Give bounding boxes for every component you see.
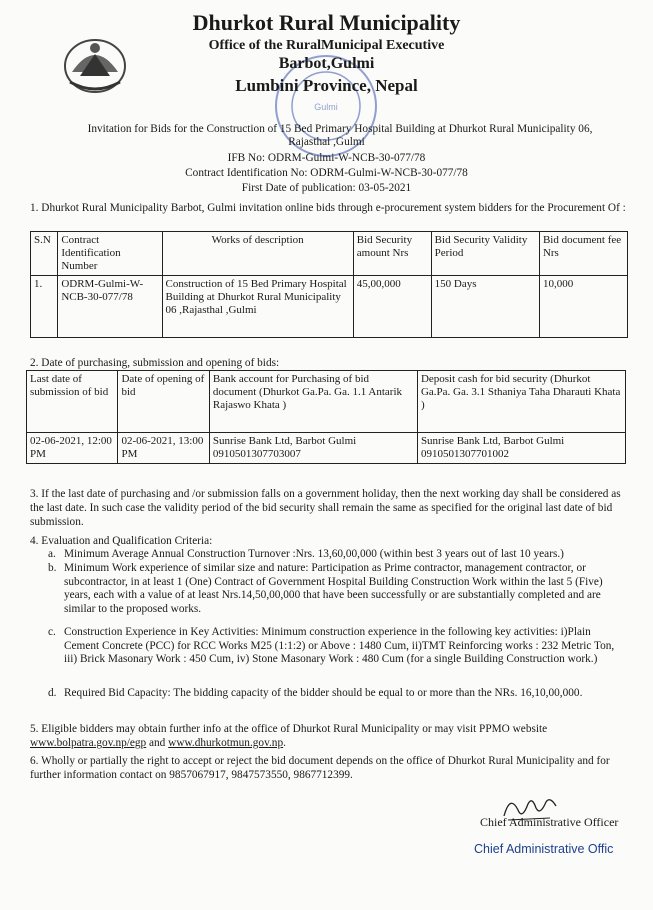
- criteria-a-text: Minimum Average Annual Construction Turnover :Nrs. 13,60,00,000 (within best 3 years out of last 10 years.): [64, 548, 564, 560]
- section-5-text: 5. Eligible bidders may obtain further info at the office of Dhurkot Rural Municipality or may visit PPMO website: [30, 723, 548, 735]
- link-dhurkotmun[interactable]: www.dhurkotmun.gov.np: [168, 737, 284, 749]
- col-works: Works of description: [162, 232, 353, 276]
- table-row: [31, 276, 628, 338]
- section-5: [30, 722, 630, 750]
- criteria-c-text: Construction Experience in Key Activities: Minimum construction experience in the following key activities: i)Plain Cement Concrete (PCC) for RCC Works M25 (1:1:2) or Above : 1480 Cum, ii)TMT Reinforcing works : 232 Metric Ton, iii) Brick Masonary Work : 450 Cum, iv) Stone Masonary Work : 480 Cum (for a single Building Construction work.): [64, 626, 615, 665]
- col-bid-security: Bid Security amount Nrs: [353, 232, 431, 276]
- criteria-d-label: d.: [48, 687, 57, 699]
- table-row: [27, 433, 626, 464]
- cell-bid-security: 45,00,000: [353, 276, 431, 338]
- ifb-number: IFB No: ODRM-Gulmi-W-NCB-30-077/78: [227, 152, 426, 164]
- cell-last-date: 02-06-2021, 12:00 PM: [27, 433, 118, 464]
- publication-date: First Date of publication: 03-05-2021: [241, 182, 412, 194]
- section-3-text: 3. If the last date of purchasing and /or submission falls on a government holiday, then the next working day shall be considered as the last date. In such case the validity period of the bid security shall remain the same as specified for the original last date of bid submission.: [30, 488, 621, 528]
- col-sn: S.N: [31, 232, 58, 276]
- col-doc-fee: Bid document fee Nrs: [539, 232, 627, 276]
- criteria-d-text: Required Bid Capacity: The bidding capacity of the bidder should be equal to or more than the NRs. 16,10,00,000.: [64, 687, 583, 699]
- col-contract-id: Contract Identification Number: [58, 232, 162, 276]
- section-5-end: .: [283, 737, 286, 749]
- procurement-table: [30, 231, 628, 338]
- col-validity: Bid Security Validity Period: [431, 232, 539, 276]
- criteria-d: [48, 687, 628, 701]
- cell-sn: 1.: [31, 276, 58, 338]
- criteria-b-text: Minimum Work experience of similar size and nature: Participation as Prime contractor, management contractor, or subcontractor, in at least 1 (One) Contract of Government Hospital Building Construction Work within the last 5 (Five) years, each with a value of at least Nrs.14,50,00,000 that have been successfully or are substantially completed and are similar to the proposed works.: [64, 562, 603, 615]
- office-name: Office of the RuralMunicipal Executive: [208, 38, 445, 53]
- cell-bank-deposit: Sunrise Bank Ltd, Barbot Gulmi 0910501307701002: [417, 433, 625, 464]
- section-2-text: 2. Date of purchasing, submission and opening of bids:: [30, 357, 280, 369]
- cell-bank-purchase: Sunrise Bank Ltd, Barbot Gulmi 0910501307703007: [209, 433, 417, 464]
- invitation-location: Rajasthal ,Gulmi: [288, 136, 365, 148]
- invitation-title: Invitation for Bids for the Construction of 15 Bed Primary Hospital Building at Dhurkot Rural Municipality 06,: [87, 123, 593, 135]
- col-bank-purchase: Bank account for Purchasing of bid document (Dhurkot Ga.Pa. Ga. 1.1 Antarik Rajaswo Khata ): [209, 371, 417, 433]
- link-bolpatra[interactable]: www.bolpatra.gov.np/egp: [30, 737, 147, 749]
- svg-text:Gulmi: Gulmi: [314, 102, 338, 112]
- criteria-b: [48, 562, 628, 616]
- contract-id: Contract Identification No: ODRM-Gulmi-W-NCB-30-077/78: [185, 167, 468, 179]
- criteria-b-label: b.: [48, 562, 57, 574]
- section-5-and: and: [146, 737, 169, 749]
- org-name: Dhurkot Rural Municipality: [192, 10, 461, 35]
- col-opening-date: Date of opening of bid: [118, 371, 209, 433]
- signature-stamp: Chief Administrative Offic: [474, 842, 614, 856]
- cell-opening-date: 02-06-2021, 13:00 PM: [118, 433, 209, 464]
- table-header-row: [27, 371, 626, 433]
- cell-works: Construction of 15 Bed Primary Hospital Building at Dhurkot Rural Municipality 06 ,Rajasthal ,Gulmi: [162, 276, 353, 338]
- dates-table: [26, 370, 626, 464]
- criteria-a-label: a.: [48, 548, 56, 560]
- cell-doc-fee: 10,000: [539, 276, 627, 338]
- col-last-date: Last date of submission of bid: [27, 371, 118, 433]
- col-bank-deposit: Deposit cash for bid security (Dhurkot Ga.Pa. Ga. 3.1 Sthaniya Taha Dharauti Khata ): [417, 371, 625, 433]
- location-line-1: Barbot,Gulmi: [278, 55, 375, 72]
- section-1-text: 1. Dhurkot Rural Municipality Barbot, Gulmi invitation online bids through e-procurement system bidders for the Procurement Of :: [30, 202, 626, 214]
- cell-contract-id: ODRM-Gulmi-W-NCB-30-077/78: [58, 276, 162, 338]
- cell-validity: 150 Days: [431, 276, 539, 338]
- section-6-text: 6. Wholly or partially the right to accept or reject the bid document depends on the office of Dhurkot Rural Municipality and for further information contact on 9857067917, 9847573550, 9867712399.: [30, 755, 610, 781]
- ifb-block: [0, 151, 653, 196]
- signature-title: Chief Administrative Officer: [480, 815, 619, 829]
- criteria-c-label: c.: [48, 626, 56, 638]
- criteria-c: [48, 626, 628, 667]
- table-header-row: [31, 232, 628, 276]
- location-line-2: Lumbini Province, Nepal: [235, 76, 418, 95]
- criteria-a: [48, 548, 628, 562]
- section-4-title: 4. Evaluation and Qualification Criteria:: [30, 535, 213, 547]
